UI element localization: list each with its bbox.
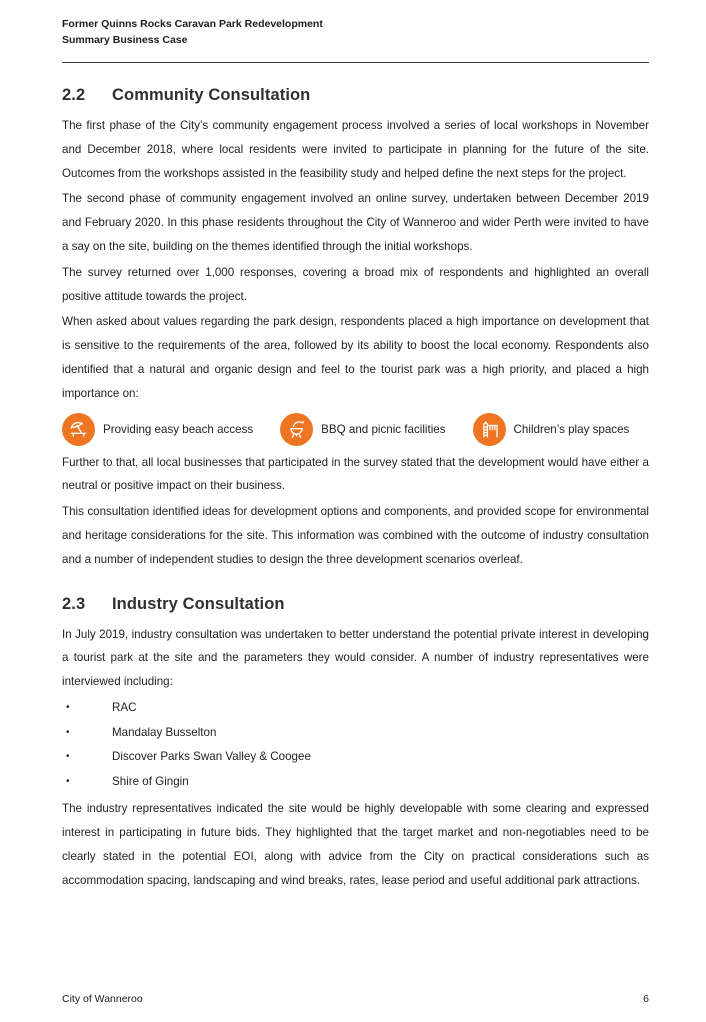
icon-item-play-spaces: [473, 413, 630, 446]
document-header: [62, 0, 649, 48]
header-title-line2: Summary Business Case: [62, 34, 188, 46]
footer-organization: City of Wanneroo: [62, 993, 143, 1005]
paragraph: The survey returned over 1,000 responses, covering a broad mix of respondents and highlighted an overall positive attitude towards the project.: [62, 265, 649, 303]
bullet-icon: •: [66, 775, 70, 787]
paragraph: In July 2019, industry consultation was undertaken to better understand the potential private interest in developing a tourist park at the site and the parameters they would consider. A number of industry representatives were interviewed including:: [62, 627, 649, 689]
page-number: 6: [643, 993, 649, 1005]
beach-umbrella-icon: [62, 413, 95, 446]
list-item-label: Shire of Gingin: [112, 774, 189, 788]
list-item: [62, 745, 649, 770]
bullet-icon: •: [66, 751, 70, 763]
paragraph: The first phase of the City’s community engagement process involved a series of local workshops in November and December 2018, where local residents were invited to participate in planning for the future of the site. Outcomes from the workshops assisted in the feasibility study and helped define the next steps for the project.: [62, 119, 649, 180]
paragraph: The industry representatives indicated the site would be highly developable with some clearing and expressed interest in participating in future bids. They highlighted that the target market and non-negotiables need to be clearly stated in the potential EOI, along with advice from the City on practical considerations such as accommodation spacing, landscaping and wind breaks, rates, lease period and useful additional park attractions.: [62, 802, 649, 887]
bbq-grill-icon: [280, 413, 313, 446]
list-item: [62, 696, 649, 721]
section-title: Community Consultation: [112, 86, 311, 104]
section-number: 2.2: [62, 86, 86, 104]
icon-label: Providing easy beach access: [103, 422, 254, 436]
icon-label: Children’s play spaces: [513, 422, 630, 436]
list-item-label: Discover Parks Swan Valley & Coogee: [112, 750, 311, 764]
header-title-line1: Former Quinns Rocks Caravan Park Redevelopment: [62, 18, 323, 30]
paragraph: The second phase of community engagement involved an online survey, undertaken between December 2019 and February 2020. In this phase residents throughout the City of Wanneroo and wider Perth were invited to have a say on the site, building on the themes identified through the initial workshops.: [62, 192, 649, 253]
icon-item-bbq-picnic: [280, 413, 445, 446]
section-heading-community-consultation: [62, 86, 649, 105]
header-divider: [62, 62, 649, 63]
paragraph: This consultation identified ideas for development options and components, and provided scope for environmental and heritage considerations for the site. This information was combined with the outcome of industry consultation and a number of independent studies to design the three development scenarios overleaf.: [62, 505, 649, 566]
list-item: [62, 721, 649, 746]
icon-label: BBQ and picnic facilities: [321, 422, 446, 436]
industry-representatives-list: [62, 696, 649, 794]
community-values-icon-row: [62, 413, 649, 446]
icon-item-beach-access: [62, 413, 253, 446]
list-item-label: RAC: [112, 700, 137, 714]
playground-icon: [473, 413, 506, 446]
list-item: [62, 770, 649, 795]
section-title: Industry Consultation: [112, 594, 285, 613]
list-item-label: Mandalay Busselton: [112, 725, 217, 739]
bullet-icon: •: [66, 701, 70, 713]
paragraph: When asked about values regarding the park design, respondents placed a high importance on development that is sensitive to the requirements of the area, followed by its ability to boost the local economy. Respondents also identified that a natural and organic design and feel to the tourist park was a high priority, and placed a high importance on:: [62, 315, 649, 400]
document-footer: [62, 993, 649, 1005]
bullet-icon: •: [66, 726, 70, 738]
page-content: [62, 0, 649, 895]
paragraph: Further to that, all local businesses that participated in the survey stated that the development would have either a neutral or positive impact on their business.: [62, 455, 649, 493]
section-number: 2.3: [62, 594, 86, 613]
section-heading-industry-consultation: [62, 595, 649, 614]
